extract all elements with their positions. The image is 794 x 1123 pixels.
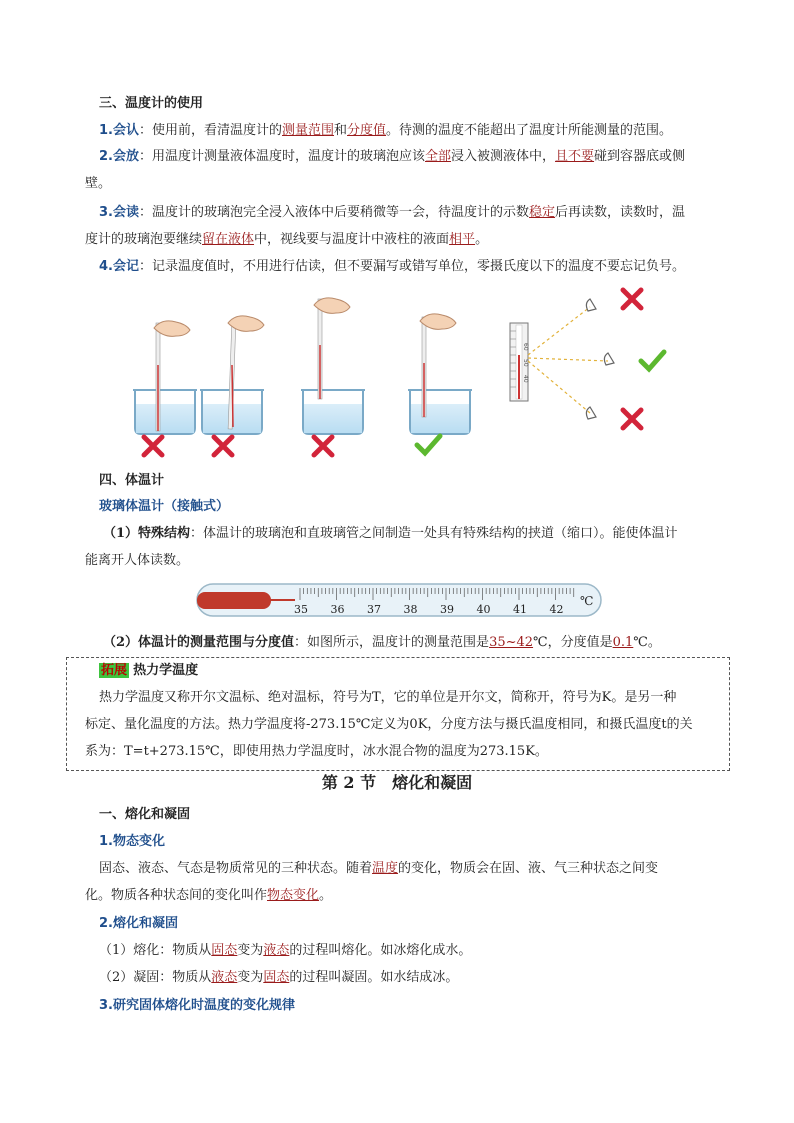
- unit-label: ℃: [580, 594, 594, 608]
- text: 固态、液态、气态是物质常见的三种状态。随着: [99, 861, 373, 876]
- text: ℃。: [633, 635, 661, 650]
- text: ：如图所示，温度计的测量范围是: [294, 635, 490, 650]
- scale-label: 40: [522, 375, 529, 383]
- section-title: 第 2 节 熔化和凝固: [321, 773, 473, 792]
- text: ：使用前，看清温度计的: [138, 123, 282, 138]
- label: （2）体温计的测量范围与分度值: [103, 635, 295, 650]
- fill-blank: 全部: [425, 149, 452, 164]
- paragraph: [99, 860, 658, 878]
- paragraph-cont: 能离开人体读数。: [85, 553, 190, 568]
- eye-icon: [586, 407, 596, 419]
- fill-blank: 固态: [263, 970, 290, 985]
- wrong-icon: [623, 290, 641, 308]
- tick-label: 37: [367, 603, 381, 616]
- paragraph: [103, 525, 678, 543]
- fill-blank: 液态: [263, 943, 290, 958]
- text: 化。物质各种状态间的变化叫作: [85, 888, 268, 903]
- fill-blank: 相平: [449, 232, 476, 247]
- text: ：温度计的玻璃泡完全浸入液体中后要稍微等一会，待温度计的示数: [138, 205, 529, 220]
- tick-label: 42: [549, 603, 564, 616]
- text: 中，视线要与温度计中液柱的液面: [254, 232, 450, 247]
- tick-label: 35: [294, 603, 308, 616]
- extension-tag: 拓展: [101, 663, 128, 678]
- extension-text: 标定、量化温度的方法。热力学温度将-273.15℃定义为0K，分度方法与摄氏温度相同，和摄氏温度t的关: [85, 717, 693, 732]
- text: 的变化，物质会在固、液、气三种状态之间变: [398, 861, 659, 876]
- rule-2-cont: 壁。: [85, 176, 112, 191]
- section-heading: 四、体温计: [99, 473, 165, 488]
- fill-blank: 35~42: [489, 635, 534, 650]
- scale-label: 50: [522, 359, 529, 367]
- text: 和: [334, 123, 348, 138]
- fill-blank: 测量范围: [282, 123, 335, 138]
- beaker-4: [408, 314, 472, 434]
- section-heading: 一、熔化和凝固: [99, 807, 191, 822]
- rule-4: [99, 258, 685, 276]
- paragraph-cont: [85, 887, 332, 905]
- text: 的过程叫凝固。如水结成冰。: [289, 970, 459, 985]
- reading-angle-figure: [510, 290, 664, 428]
- text: 的过程叫熔化。如冰熔化成水。: [289, 943, 472, 958]
- text: 变为: [237, 970, 264, 985]
- rule-3-cont: [85, 231, 488, 249]
- eye-icon: [604, 353, 614, 365]
- rule-1-key: 1.会认: [99, 123, 139, 138]
- beaker-1: [133, 321, 197, 434]
- rule-3: [99, 204, 685, 222]
- subheading: 2.熔化和凝固: [99, 916, 178, 931]
- correct-icon: [417, 436, 440, 453]
- fill-blank: 液态: [211, 970, 238, 985]
- subheading: 玻璃体温计（接触式）: [99, 499, 230, 514]
- rule-2-key: 2.会放: [99, 149, 139, 164]
- text: 碰到容器底或侧: [594, 149, 686, 164]
- text: （2）凝固：物质从: [99, 970, 212, 985]
- tick-label: 39: [440, 603, 454, 616]
- subheading: 3.研究固体熔化时温度的变化规律: [99, 998, 295, 1013]
- rule-1: [99, 122, 672, 140]
- section-heading: 三、温度计的使用: [99, 96, 204, 111]
- wrong-icon: [314, 437, 332, 455]
- scale-label: 60: [522, 343, 529, 351]
- wrong-icon: [144, 437, 162, 455]
- fill-blank: 且不要: [555, 149, 595, 164]
- text: ：记录温度值时，不用进行估读，但不要漏写或错写单位，零摄氏度以下的温度不要忘记负号。: [138, 259, 685, 274]
- thermometer-usage-figure: [120, 285, 680, 465]
- text: （1）熔化：物质从: [99, 943, 212, 958]
- wrong-icon: [623, 410, 641, 428]
- text: ：体温计的玻璃泡和直玻璃管之间制造一处具有特殊结构的挟道（缩口）。能使体温计: [190, 526, 678, 541]
- beaker-2: [200, 316, 264, 434]
- tick-label: 41: [513, 603, 527, 616]
- text: 后再读数，读数时，温: [555, 205, 686, 220]
- fill-blank: 稳定: [529, 205, 556, 220]
- extension-text: 热力学温度又称开尔文温标、绝对温标，符号为T，它的单位是开尔文，简称开，符号为K。是另一种: [99, 690, 677, 705]
- label: （1）特殊结构: [103, 526, 191, 541]
- extension-heading: 热力学温度: [133, 663, 199, 678]
- text: ℃，分度值是: [533, 635, 613, 650]
- fill-blank: 0.1: [612, 635, 634, 650]
- wrong-icon: [214, 437, 232, 455]
- rule-4-key: 4.会记: [99, 259, 139, 274]
- subheading: 1.物态变化: [99, 834, 165, 849]
- text: ：用温度计测量液体温度时，温度计的玻璃泡应该: [138, 149, 425, 164]
- extension-title: [99, 662, 198, 680]
- extension-text: 系为：T=t+273.15℃，即使用热力学温度时，冰水混合物的温度为273.15K。: [85, 744, 548, 759]
- fill-blank: 温度: [372, 861, 399, 876]
- text: 。: [319, 888, 333, 903]
- rule-3-key: 3.会读: [99, 205, 139, 220]
- fill-blank: 固态: [211, 943, 238, 958]
- paragraph: [99, 969, 458, 987]
- clinical-thermometer: [195, 580, 605, 620]
- rule-2: [99, 148, 685, 166]
- paragraph: [99, 942, 471, 960]
- fill-blank: 分度值: [347, 123, 387, 138]
- text: 。: [475, 232, 489, 247]
- correct-icon: [641, 352, 664, 369]
- text: 度计的玻璃泡要继续: [85, 232, 203, 247]
- tick-label: 38: [403, 603, 418, 616]
- text: 变为: [237, 943, 264, 958]
- tick-label: 40: [476, 603, 491, 616]
- beaker-3: [301, 298, 365, 434]
- fill-blank: 物态变化: [267, 888, 320, 903]
- tick-label: 36: [330, 603, 345, 616]
- paragraph: [103, 634, 661, 652]
- eye-icon: [586, 299, 596, 311]
- text: 浸入被测液体中，: [451, 149, 556, 164]
- text: 。待测的温度不能超出了温度计所能测量的范围。: [386, 123, 673, 138]
- fill-blank: 留在液体: [202, 232, 255, 247]
